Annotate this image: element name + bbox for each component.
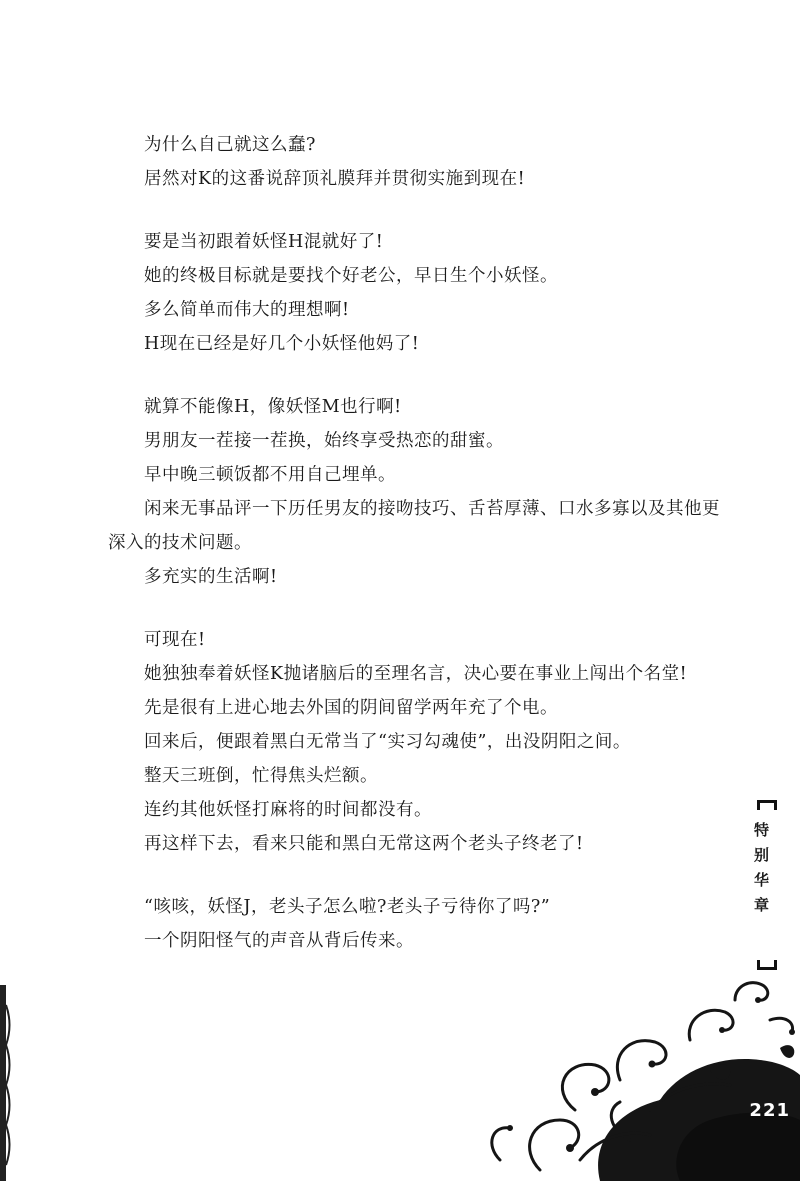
- text-line: 再这样下去，看来只能和黑白无常这两个老头子终老了!: [144, 834, 584, 854]
- text-line: 闲来无事品评一下历任男友的接吻技巧、舌苔厚薄、口水多寡以及其他更深入的技术问题。: [108, 499, 720, 553]
- swirl-flourish-ornament-icon: [480, 960, 800, 1181]
- text-line: 先是很有上进心地去外国的阴间留学两年充了个电。: [144, 698, 558, 718]
- text-line: 她独独奉着妖怪K抛诸脑后的至理名言，决心要在事业上闯出个名堂!: [144, 664, 688, 684]
- text-line: 多么简单而伟大的理想啊!: [144, 300, 350, 320]
- text-line: “咳咳，妖怪J，老头子怎么啦?老头子亏待你了吗?”: [144, 897, 551, 917]
- paragraph-3: [108, 390, 728, 594]
- chapter-tab-label: 特别华章: [752, 822, 770, 922]
- paragraph-1: [108, 128, 728, 196]
- chapter-side-tab: [752, 800, 781, 970]
- text-line: 居然对K的这番说辞顶礼膜拜并贯彻实施到现在!: [144, 169, 526, 189]
- text-line: 可现在!: [144, 630, 206, 650]
- text-line: 就算不能像H，像妖怪M也行啊!: [144, 397, 402, 417]
- paragraph-4: [108, 623, 728, 861]
- bracket-top-icon: [757, 800, 777, 810]
- body-text: [108, 128, 728, 987]
- text-line: 回来后，便跟着黑白无常当了“实习勾魂使”，出没阴阳之间。: [144, 732, 631, 752]
- text-line: 早中晚三顿饭都不用自己埋单。: [144, 465, 396, 485]
- page-number: 221: [749, 1100, 790, 1121]
- paragraph-2: [108, 225, 728, 361]
- paragraph-5: [108, 890, 728, 958]
- text-line: 要是当初跟着妖怪H混就好了!: [144, 232, 384, 252]
- text-line: H现在已经是好几个小妖怪他妈了!: [144, 334, 420, 354]
- text-line: 整天三班倒，忙得焦头烂额。: [144, 766, 378, 786]
- text-line: 为什么自己就这么蠢?: [144, 135, 316, 155]
- text-line: 多充实的生活啊!: [144, 567, 278, 587]
- text-line: 她的终极目标就是要找个好老公，早日生个小妖怪。: [144, 266, 558, 286]
- text-line: 男朋友一茬接一茬换，始终享受热恋的甜蜜。: [144, 431, 504, 451]
- left-edge-decoration-icon: [0, 985, 14, 1181]
- text-line: 连约其他妖怪打麻将的时间都没有。: [144, 800, 432, 820]
- text-line: 一个阴阳怪气的声音从背后传来。: [144, 931, 414, 951]
